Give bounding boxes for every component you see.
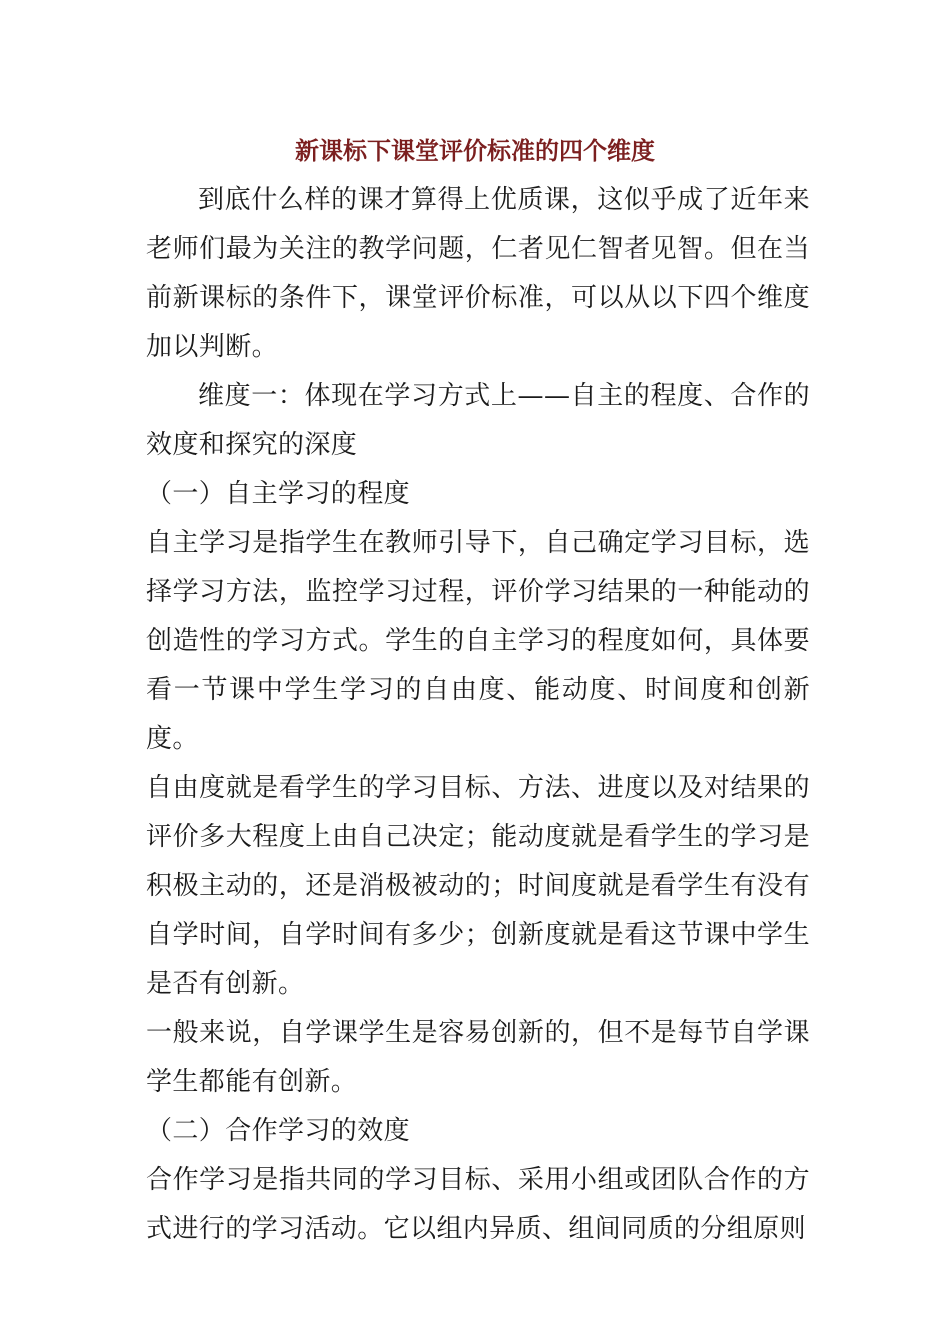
document-body bbox=[146, 176, 810, 1254]
paragraph-innovation-note: 一般来说，自学课学生是容易创新的，但不是每节自学课学生都能有创新。 bbox=[146, 1018, 810, 1097]
paragraph-autonomous-measures: 自由度就是看学生的学习目标、方法、进度以及对结果的评价多大程度上由自己决定；能动度就是看学生的学习是积极主动的，还是消极被动的；时间度就是看学生有没有自学时间，自学时间有多少；创新度就是看这节课中学生是否有创新。 bbox=[146, 773, 810, 999]
paragraph-cooperative-definition: 合作学习是指共同的学习目标、采用小组或团队合作的方式进行的学习活动。它以组内异质、组间同质的分组原则 bbox=[146, 1165, 810, 1244]
paragraph-autonomous-definition: 自主学习是指学生在教师引导下，自己确定学习目标，选择学习方法，监控学习过程，评价学习结果的一种能动的创造性的学习方式。学生的自主学习的程度如何，具体要看一节课中学生学习的自由度、能动度、时间度和创新度。 bbox=[146, 528, 810, 754]
dimension-one-heading: 维度一：体现在学习方式上——自主的程度、合作的效度和探究的深度 bbox=[146, 381, 810, 460]
document-title: 新课标下课堂评价标准的四个维度 bbox=[295, 137, 655, 165]
intro-paragraph: 到底什么样的课才算得上优质课，这似乎成了近年来老师们最为关注的教学问题，仁者见仁智者见智。但在当前新课标的条件下，课堂评价标准，可以从以下四个维度加以判断。 bbox=[146, 185, 810, 362]
section-heading-autonomous: （一）自主学习的程度 bbox=[146, 479, 411, 509]
section-heading-cooperative: （二）合作学习的效度 bbox=[146, 1116, 411, 1146]
